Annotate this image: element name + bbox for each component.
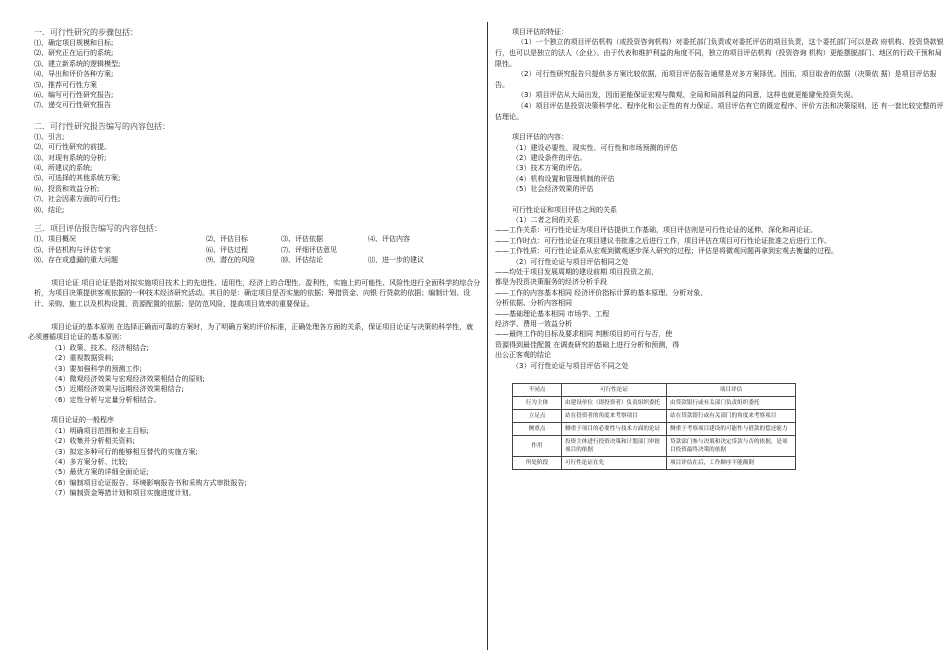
comparison-table [512,383,796,470]
list-item: （1）政策、技术、经济相结合; [51,343,149,352]
table-cell: 站在贷款银行或有关部门的角度来考察项目 [667,410,796,423]
list-item: （4）微观经济效果与宏观经济效果相结合的原则; [51,375,205,384]
feature-paragraph: （4）项目评估是投资决策科学化、程序化和公正性的有力保证。项目评估有它的既定程序、评价方法和决策原则，还 有一套比较完整的评估理论。 [495,101,944,121]
list-item: ——均处于项目发展周期的建设前期 项目投资之前， [495,268,659,277]
table-row [513,397,796,410]
grid-cell: ⑽、评估结论 [281,256,323,265]
table-row [513,410,796,423]
paragraph-basic-principle-cont: 必须遵循项目论证的基本原则： [28,333,126,342]
principles-list [51,343,482,405]
table-cell: 立足点 [513,410,562,423]
list-item: 分析依据、分析内容相同 [495,299,572,308]
list-item: ——最终工作的目标及要求相同 判断项目的可行与否，使 [495,330,673,339]
list-item: （6）编制项目论证报告、环境影响报告书和采购方式审批报告; [51,478,247,487]
section-1-list [34,38,482,111]
list-item: （3）技术方案的评估。 [512,164,587,173]
relation-list [495,215,947,371]
grid-cell: ⑾、进一步的建议 [368,256,424,265]
list-item: （1）二者之间的关系 [512,216,580,224]
list-item: （1）建设必要性、现实性、可行性和市场预测的评估 [512,143,678,152]
section-3-title: 三．项目评估报告编写的内容包括： [34,224,162,234]
list-item: 出公正客观的结论 [495,351,551,360]
list-item: ⑻、结论; [34,205,65,214]
procedure-title: 项目论证的一般程序 [51,416,114,425]
content-title: 项目评估的内容： [512,133,568,142]
list-item: ⑹、编写可行性研究报告; [34,91,114,100]
list-item: ⑺、社会因素方面的可行性; [34,195,121,204]
list-item: ——工作的内容基本相同 经济评价指标计算的基本原理、分析对象、 [495,288,708,297]
left-column [28,0,482,499]
list-item: ⑷、导出和评价各种方案; [34,70,114,79]
list-item: （4）机构设置和管理机制的评估 [512,174,615,183]
list-item: （4）多方案分析、比较; [51,457,128,466]
table-row [513,423,796,436]
grid-cell: ⑷、评估内容 [368,235,410,244]
content-list [512,143,947,195]
table-cell: 行为主体 [513,397,562,410]
list-item: （3）要加强科学的预测工作; [51,364,142,373]
grid-cell: ⑻、存在或遗漏的重大问题 [34,256,118,265]
list-item: （2）可行性论证与项目评估相同之处 [512,257,629,266]
section-1-title: 一．可行性研究的步骤包括： [34,28,138,37]
list-item: （2）收集并分析相关资料; [51,437,135,446]
table-header-cell: 不同点 [513,384,562,397]
table-cell: 侧重点 [513,423,562,436]
feature-paragraph: （1）一个独立的项目评估机构（或投资咨询机构）对委托部门负责或对委托评估的项目负责，这个委托部门可以是政 府机构、投资贷款银行，也可以是独立的法人（企业）。由于代表和维护利益的角度不同，独立的项目评估机构（投资咨询 机构）更能摆脱部门、地区的行政干预和局限性。 [495,38,944,68]
list-item: （6）定性分析与定量分析相结合。 [51,395,161,404]
table-cell: 作用 [513,436,562,457]
list-item: ⑴、引言; [34,132,65,141]
table-cell: 投资主体进行投资决策和计划部门审批项目的依据 [562,436,667,457]
list-item: ⑸、可选择的其他系统方案; [34,174,121,183]
list-item: ⑹、投资和效益分析; [34,184,100,193]
list-item: ⑵、可行性研究的前提。 [34,143,111,152]
relation-title: 可行性论证和项目评估之间的关系 [512,205,617,214]
grid-cell: ⑸、评估机构与评估专家 [34,245,111,254]
features-title: 项目评估的特征： [512,28,568,36]
list-item: （2）重视数据资料; [51,354,114,363]
list-item: ⑶、对现有系统的分析; [34,153,107,162]
list-item: ——工作时点：可行性论证在项目建议书批准之后进行工作，项目评估在项目可行性论证批准之后进行工作。 [495,236,831,245]
paragraph-project-argument: 项目论证 项目论证是指对拟实施项目技术上的先进性、适用性，经济上的合理性、盈利性，实施上的可能性、风险性进行全面科学的综合分析，为项目决策提供客观依据的一种技术经济研究活动。其目的是：确定项目是否实施的依据；筹措资金、向银 行贷款的依据；编制计划、设计、采购、施工以及机构设置、资源配置的依据；是防范风险、提高项目效率的重要保证。 [34,278,481,309]
grid-cell: ⑼、潜在的风险 [206,256,255,265]
list-item: 都是为投资决策服务的经济分析手段 [495,278,607,287]
list-item: ⑺、递交可行性研究报告 [34,101,111,110]
list-item: ⑶、建立新系统的逻辑模型; [34,59,121,68]
list-item: （5）最优方案的详细全面论证; [51,468,149,477]
right-column [495,0,947,470]
grid-cell: ⑵、评估目标 [206,235,248,244]
list-item: ——工作关系：可行性论证为项目评估提供工作基础，项目评估则是可行性论证的延伸、深化和再论证。 [495,226,817,235]
section-2-title: 二．可行性研究报告编写的内容包括： [34,121,170,131]
feature-paragraph: （3）项目评估从大局出发，因而更能保证宏观与微观、全局和局部利益的同意，这样也就更能避免投资失误。 [517,91,858,100]
list-item: （3）拟定多种可行的能够相互替代的实施方案; [51,447,198,456]
list-item: （3）可行性论证与项目评估不同之处 [512,361,629,370]
list-item: ⑸、推荐可行性方案 [34,80,97,89]
table-header-cell: 可行性论证 [562,384,667,397]
section-3-grid [34,234,482,266]
grid-row [34,245,482,256]
feature-paragraph: （2）可行性研究报告只提供多方案比较依据，而项目评估报告通常是对多方案择优。因而，项目取舍的依据（决策依 据）是项目评估报告。 [495,70,937,89]
list-item: ——工作性质：可行性论证系从宏观到微观逐步深入研究的过程；评估是将微观问题再拿到宏观去衡量的过程。 [495,247,838,256]
list-item: ⑵、研究正在运行的系统; [34,49,114,58]
list-item: （2）建设条件的评估。 [512,153,587,162]
grid-cell: ⑶、评估依据 [281,235,323,244]
table-cell: 站在投资者的角度来考察项目 [562,410,667,423]
list-item: ⑷、所建议的系统; [34,164,93,173]
table-cell: 由贷款银行或有关部门负责组织委托 [667,397,796,410]
table-cell: 项目评估在后，工作顺序不能颠倒 [667,457,796,470]
table-header-cell: 项目评估 [667,384,796,397]
list-item: 经济学、费用一效益分析 [495,320,572,329]
table-cell: 贷款部门参与决策和决定贷款与否的依据，是项目投资最终决策的依据 [667,436,796,457]
table-cell: 所处阶段 [513,457,562,470]
list-item: ——基础理论基本相同 市场学、工程 [495,309,610,318]
grid-row [34,234,482,245]
table-cell: 侧重于考察项目建设的可能性与借款的偿还能力 [667,423,796,436]
table-cell: 可行性论证在先 [562,457,667,470]
grid-cell: ⑺、评细评估意见 [281,245,337,254]
grid-cell: ⑹、评估过程 [206,245,248,254]
section-2-list [34,132,482,215]
table-row [513,436,796,457]
table-header-row [513,384,796,397]
list-item: （1）明确项目范围和业主目标; [51,426,149,435]
list-item: （5）社会经济效果的评估 [512,185,594,194]
list-item: ⑴、确定项目规模和目标; [34,39,114,47]
column-divider [487,22,488,650]
list-item: （5）近期经济效果与远期经济效果相结合; [51,385,184,394]
grid-cell: ⑴、项目概况 [34,235,76,244]
paragraph-basic-principle: 项目论证的基本原则 在选择正确而可靠的方案时，为了明确方案的评价标准，正确处理各方面的关系，保证项目论证与决策的科学性，就 [51,322,474,331]
list-item: 资源得到最佳配置 在调查研究的基础上进行分析和预测，得 [495,340,680,349]
table-row [513,457,796,470]
list-item: （7）编制资金筹措计划和项目实施进度计划。 [51,489,196,498]
table-cell: 侧重于项目的必要性与技术方面的论证 [562,423,667,436]
procedure-list [51,426,482,499]
table-cell: 由建设单位（即投资者）负责组织委托 [562,397,667,410]
grid-row [34,255,482,266]
